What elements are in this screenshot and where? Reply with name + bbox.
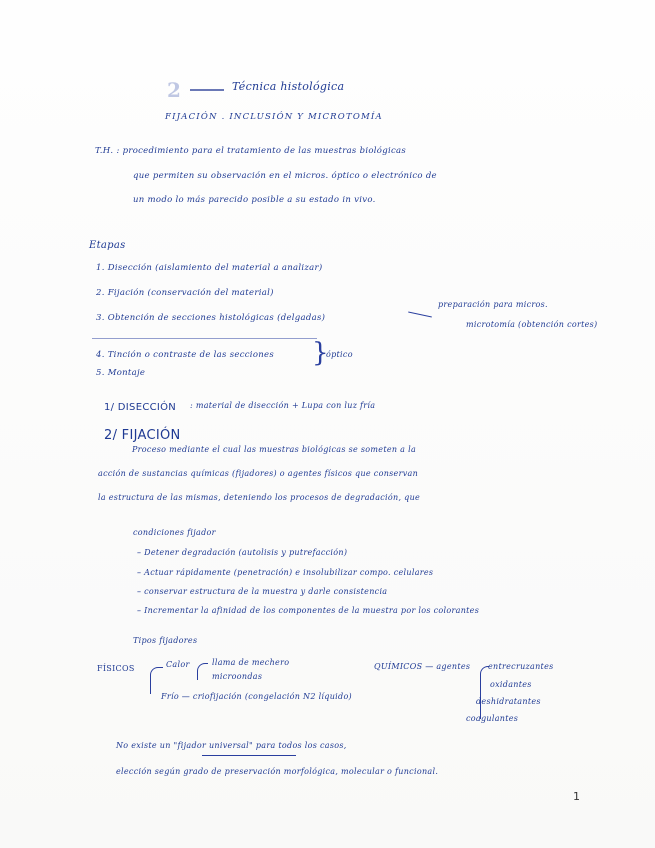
- llama-label: llama de mechero: [212, 658, 290, 667]
- fisicos-bracket: [150, 667, 163, 694]
- frio-label: Frío — criofijación (congelación N2 líquido): [161, 692, 352, 701]
- section-title: Técnica histológica: [232, 80, 345, 93]
- section-subtitle: FIJACIÓN . INCLUSIÓN Y MICROTOMÍA: [165, 112, 383, 122]
- quimico-1: entrecruzantes: [488, 662, 554, 671]
- condicion-3: – conservar estructura de la muestra y darle consistencia: [137, 587, 388, 596]
- microondas-label: microondas: [212, 672, 263, 681]
- quimicos-bracket: [480, 666, 489, 719]
- intro-line-1: T.H. : procedimiento para el tratamiento de las muestras biológicas: [95, 146, 407, 156]
- fijacion-p1: Proceso mediante el cual las muestras biológicas se someten a la: [132, 445, 417, 454]
- fijacion-p3: la estructura de las mismas, deteniendo los procesos de degradación, que: [98, 493, 421, 502]
- diseccion-text: : material de disección + Lupa con luz fría: [190, 401, 376, 410]
- calor-bracket: [197, 663, 208, 680]
- title-dash: [190, 89, 224, 91]
- condiciones-heading: condiciones fijador: [133, 528, 216, 537]
- closing-line-2: elección según grado de preservación morfológica, molecular o funcional.: [116, 767, 439, 776]
- fijacion-heading: 2/ FIJACIÓN: [104, 428, 181, 443]
- quimico-2: oxidantes: [490, 680, 532, 689]
- calor-label: Calor: [166, 660, 190, 669]
- condicion-2: – Actuar rápidamente (penetración) e insolubilizar compo. celulares: [137, 568, 434, 577]
- quimico-3: deshidratantes: [476, 697, 541, 706]
- quimicos-label: QUÍMICOS — agentes: [374, 662, 471, 671]
- fijador-universal-underline: [202, 755, 296, 756]
- etapa-3-arrow: [408, 312, 432, 318]
- diseccion-heading: 1/ DISECCIÓN: [104, 402, 177, 413]
- etapas-heading: Etapas: [89, 240, 126, 251]
- etapa-4: 4. Tinción o contraste de las secciones: [96, 350, 275, 360]
- closing-line-1: No existe un "fijador universal" para todos los casos,: [116, 741, 347, 750]
- etapa-5: 5. Montaje: [96, 368, 146, 378]
- fijacion-p2: acción de sustancias químicas (fijadores) o agentes físicos que conservan: [98, 469, 419, 478]
- condicion-1: – Detener degradación (autolisis y putrefacción): [137, 548, 348, 557]
- quimico-4: coagulantes: [466, 714, 519, 723]
- etapa-3-note-2: microtomía (obtención cortes): [466, 320, 598, 329]
- etapa-4-brace: }: [312, 338, 329, 368]
- tipos-heading: Tipos fijadores: [133, 636, 198, 645]
- intro-line-2: que permiten su observación en el micros. óptico o electrónico de: [133, 171, 437, 181]
- etapa-1: 1. Disección (aislamiento del material a analizar): [96, 263, 323, 273]
- section-number: 2: [167, 78, 181, 102]
- page-number: 1: [573, 790, 580, 803]
- condicion-4: – Incrementar la afinidad de los componentes de la muestra por los colorantes: [137, 606, 480, 615]
- etapa-3-note-1: preparación para micros.: [438, 300, 548, 309]
- intro-line-3: un modo lo más parecido posible a su estado in vivo.: [133, 195, 376, 205]
- etapa-4-note: óptico: [326, 350, 353, 359]
- etapas-divider: [92, 338, 317, 339]
- etapa-3: 3. Obtención de secciones histológicas (delgadas): [96, 313, 326, 323]
- etapa-2: 2. Fijación (conservación del material): [96, 288, 274, 298]
- fisicos-label: FÍSICOS: [97, 664, 135, 673]
